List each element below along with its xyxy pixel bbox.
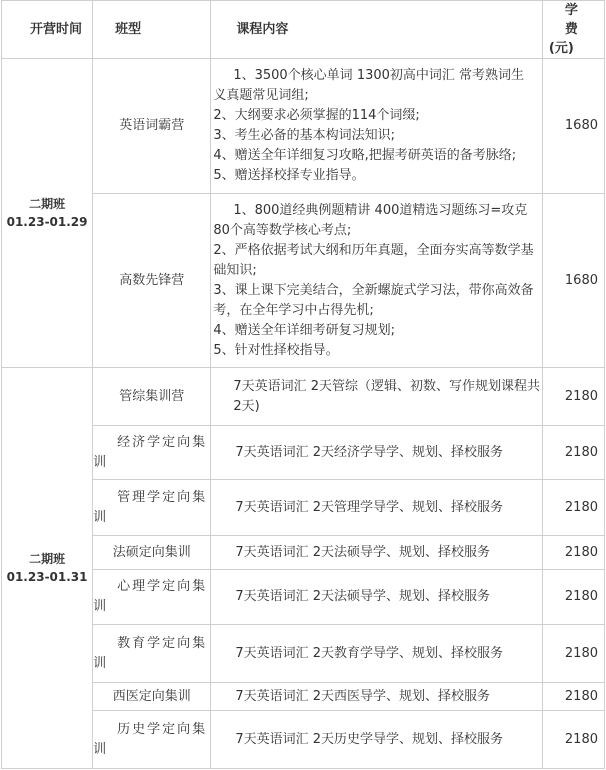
course-type: 管综集训营	[93, 368, 211, 426]
header-fee-unit: (元)	[548, 41, 574, 56]
course-fee: 2180	[542, 536, 604, 570]
header-time: 开营时间	[2, 1, 93, 59]
course-type-tail: 训	[93, 741, 107, 757]
table-row	[2, 570, 605, 625]
content-line: 2、严格依据考试大纲和历年真题，全面夯实高等数学基础知识;	[213, 242, 534, 278]
course-content: 7天英语词汇 2天历史学导学、规划、择校服务	[211, 711, 543, 769]
course-content: 7天英语词汇 2天管理学导学、规划、择校服务	[211, 480, 543, 536]
table-row	[2, 536, 605, 570]
course-fee: 2180	[542, 683, 604, 711]
course-type-tail: 训	[93, 655, 107, 671]
course-type	[93, 426, 211, 480]
course-type-main: 管理学定向集	[117, 489, 208, 505]
course-type: 高数先锋营	[93, 194, 211, 368]
course-table	[1, 0, 605, 769]
course-type	[93, 625, 211, 683]
content-line: 2、大纲要求必须掌握的114个词缀;	[213, 108, 420, 123]
course-fee: 2180	[542, 480, 604, 536]
course-type: 法硕定向集训	[93, 536, 211, 570]
content-line: 5、针对性择校指导。	[213, 342, 339, 358]
period-name: 二期班	[29, 552, 66, 566]
header-fee-label: 学 费	[564, 3, 584, 37]
course-fee: 2180	[542, 368, 604, 426]
table-row	[2, 480, 605, 536]
period-name: 二期班	[29, 197, 66, 211]
course-content: 7天英语词汇 2天西医导学、规划、择校服务	[211, 683, 543, 711]
content-line: 1、800道经典例题精讲 400道精选习题练习=攻克80个高等数学核心考点;	[213, 202, 528, 238]
course-content: 7天英语词汇 2天教育学导学、规划、择校服务	[211, 625, 543, 683]
header-fee	[542, 1, 604, 59]
table-row	[2, 59, 605, 194]
header-type: 班型	[93, 1, 211, 59]
table-row	[2, 194, 605, 368]
course-type-tail: 训	[93, 509, 107, 525]
course-content: 7天英语词汇 2天法硕导学、规划、择校服务	[211, 536, 543, 570]
course-fee: 1680	[542, 59, 604, 194]
table-row	[2, 426, 605, 480]
course-content: 7天英语词汇 2天经济学导学、规划、择校服务	[211, 426, 543, 480]
course-fee: 2180	[542, 570, 604, 625]
content-line: 3、课上课下完美结合，全新螺旋式学习法，带你高效备考，在全年学习中占得先机;	[213, 282, 534, 318]
course-type	[93, 480, 211, 536]
course-type: 西医定向集训	[93, 683, 211, 711]
course-type-main: 教育学定向集	[117, 635, 208, 651]
content-line: 5、赠送择校择专业指导。	[213, 168, 365, 183]
course-content	[211, 194, 543, 368]
header-row	[2, 1, 605, 59]
period-cell	[2, 59, 93, 368]
course-fee: 2180	[542, 711, 604, 769]
course-type-main: 经济学定向集	[117, 434, 208, 450]
course-content	[211, 368, 543, 426]
course-type	[93, 711, 211, 769]
period-dates: 01.23-01.31	[6, 570, 88, 584]
table-row	[2, 625, 605, 683]
table-row	[2, 711, 605, 769]
course-content	[211, 59, 543, 194]
course-type-main: 历史学定向集	[117, 721, 208, 737]
course-type	[93, 570, 211, 625]
table-row	[2, 683, 605, 711]
content-line: 4、赠送全年详细考研复习规划;	[213, 322, 395, 338]
course-fee: 2180	[542, 625, 604, 683]
content-line: 1、3500个核心单词 1300初高中词汇 常考熟词生义真题常见词组;	[213, 68, 525, 103]
course-content: 7天英语词汇 2天法硕导学、规划、择校服务	[211, 570, 543, 625]
period-dates: 01.23-01.29	[6, 215, 88, 229]
content-line: 3、考生必备的基本构词法知识;	[213, 128, 395, 143]
course-fee: 2180	[542, 426, 604, 480]
content-line: 7天英语词汇 2天管综（逻辑、初数、写作规划课程共2天)	[233, 378, 541, 414]
course-type-tail: 训	[93, 454, 107, 470]
course-type-tail: 训	[93, 599, 107, 614]
course-type-main: 心理学定向集	[117, 579, 208, 594]
content-line: 4、赠送全年详细复习攻略,把握考研英语的备考脉络;	[213, 148, 517, 163]
period-cell	[2, 368, 93, 769]
table-row	[2, 368, 605, 426]
course-fee: 1680	[542, 194, 604, 368]
header-content: 课程内容	[211, 1, 543, 59]
course-type: 英语词霸营	[93, 59, 211, 194]
